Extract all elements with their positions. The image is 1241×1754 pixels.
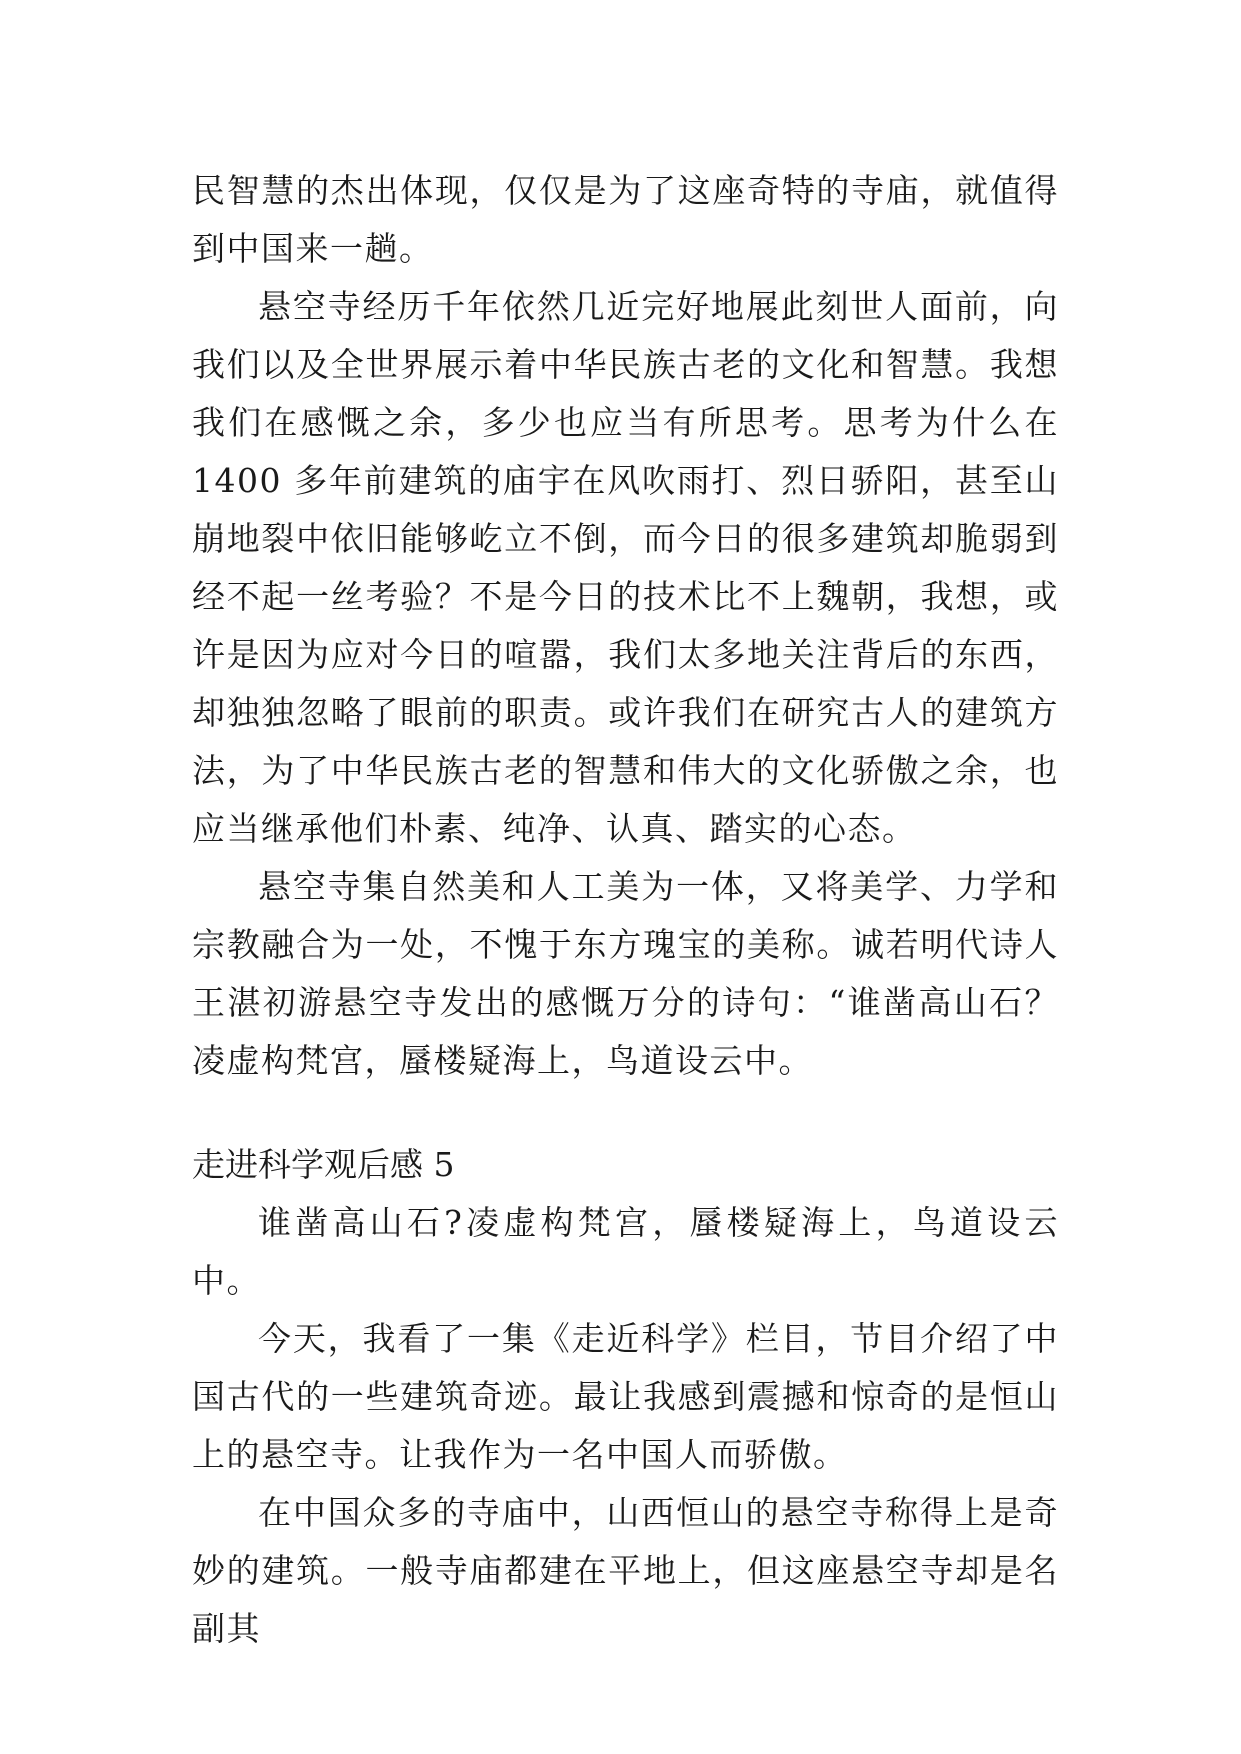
paragraph-program-intro: 今天，我看了一集《走近科学》栏目，节目介绍了中国古代的一些建筑奇迹。最让我感到震撼和惊奇的是恒山上的悬空寺。让我作为一名中国人而骄傲。: [192, 1319, 1059, 1474]
paragraph-poem-intro: 悬空寺集自然美和人工美为一体，又将美学、力学和宗教融合为一处，不愧于东方瑰宝的美称。诚若明代诗人王湛初游悬空寺发出的感慨万分的诗句：“谁凿高山石？凌虚构梵宫，蜃楼疑海上，鸟道设云中。: [192, 867, 1059, 1080]
paragraph-continuation: 民智慧的杰出体现，仅仅是为了这座奇特的寺庙，就值得到中国来一趟。: [192, 171, 1059, 268]
paragraph-temple-description: 在中国众多的寺庙中，山西恒山的悬空寺称得上是奇妙的建筑。一般寺庙都建在平地上，但这座悬空寺却是名副其: [192, 1493, 1059, 1648]
document-body: [192, 162, 1059, 1658]
paragraph-poem-line: 谁凿高山石?凌虚构梵宫，蜃楼疑海上，鸟道设云中。: [192, 1203, 1059, 1300]
section-title: 走进科学观后感 5: [192, 1145, 455, 1184]
paragraph-reflection: 悬空寺经历千年依然几近完好地展此刻世人面前，向我们以及全世界展示着中华民族古老的文化和智慧。我想我们在感慨之余，多少也应当有所思考。思考为什么在 1400 多年前建筑的庙宇在风吹雨打、烈日骄阳，甚至山崩地裂中依旧能够屹立不倒，而今日的很多建筑却脆弱到经不起一丝考验？不是今日的技术比不上魏朝，我想，或许是因为应对今日的喧嚣，我们太多地关注背后的东西，却独独忽略了眼前的职责。或许我们在研究古人的建筑方法，为了中华民族古老的智慧和伟大的文化骄傲之余，也应当继承他们朴素、纯净、认真、踏实的心态。: [192, 287, 1059, 848]
